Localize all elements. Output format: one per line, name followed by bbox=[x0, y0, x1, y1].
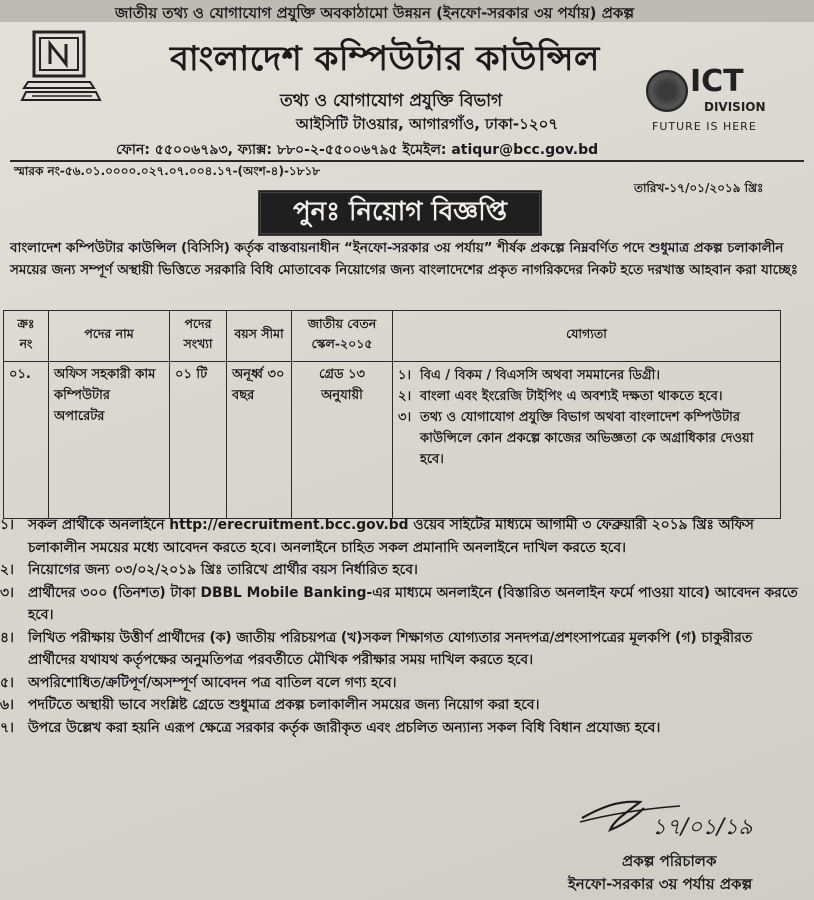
contact-info: ফোন: ৫৫০০৬৭৯৩, ফ্যাক্স: ৮৮০-২-৫৫০০৬৭৯৫ ইমেইল: atiqur@bcc.gov.bd bbox=[116, 142, 599, 158]
signatory-project: ইনফো-সরকার ৩য় পর্যায় প্রকল্প bbox=[568, 875, 753, 893]
term-item bbox=[0, 717, 800, 740]
handwritten-signature bbox=[570, 790, 760, 850]
cell-age: অনূর্ধ্ব ৩০ বছর bbox=[227, 362, 292, 519]
term-bullet: ৫। bbox=[0, 674, 14, 691]
col-count: পদের সংখ্যা bbox=[170, 311, 227, 362]
qualification-text: তথ্য ও যোগাযোগ প্রযুক্তি বিভাগ অথবা বাংলাদেশ কম্পিউটার কাউন্সিলে কোন প্রকল্পে কাজের অভিজ্ঞতা কে অগ্রাধিকার দেওয়া হবে। bbox=[420, 410, 754, 467]
qualification-text: বাংলা এবং ইংরেজি টাইপিং এ অবশ্যই দক্ষতা থাকতে হবে। bbox=[420, 389, 723, 404]
term-item bbox=[0, 559, 800, 582]
terms-list bbox=[0, 514, 800, 739]
cell-count: ০১ টি bbox=[170, 362, 227, 519]
signature-date: ১৭/০১/১৯ bbox=[652, 815, 753, 840]
qualification-item bbox=[398, 365, 775, 386]
term-text: অপরিশোধিত/ক্রটিপূর্ণ/অসম্পূর্ণ আবেদন পত্র বাতিল বলে গণ্য হবে। bbox=[28, 674, 397, 691]
term-bullet: ৪। bbox=[0, 629, 14, 646]
cell-qualification bbox=[393, 362, 781, 519]
memo-number: স্মারক নং-৫৬.০১.০০০০.০২৭.০৭.০০৪.১৭-(অংশ-৪)-১৮১৮ bbox=[14, 164, 321, 178]
ict-division-logo bbox=[646, 64, 766, 134]
term-text: উপরে উল্লেখ করা হয়নি এরূপ ক্ষেত্রে সরকার কর্তৃক জারীকৃত এবং প্রচলিত অন্যান্য সকল বিধি বিধান প্রযোজ্য হবে। bbox=[28, 719, 661, 736]
notice-title: পুনঃ নিয়োগ বিজ্ঞপ্তি bbox=[258, 190, 542, 236]
intro-text-2: শীর্ষক প্রকল্পে নিম্নবর্ণিত পদে শুধুমাত্র প্রকল্প চলাকালীন সময়ের জন্য সম্পূর্ণ অস্থায়ী ভিত্তিতে সরকারি বিধি মোতাবেক নিয়োগের জন্য বাংলাদেশের প্রকৃত নাগরিকদের নিকট হতে দরখাস্ত আহবান করা যাচ্ছেঃ bbox=[10, 241, 798, 278]
govt-seal-icon bbox=[646, 70, 688, 112]
col-pay: জাতীয় বেতন স্কেল-২০১৫ bbox=[292, 311, 393, 362]
term-item bbox=[0, 514, 800, 559]
project-line: জাতীয় তথ্য ও যোগাযোগ প্রযুক্তি অবকাঠামো উন্নয়ন (ইনফো-সরকার ৩য় পর্যায়) প্রকল্প bbox=[115, 4, 635, 22]
cell-pay: গ্রেড ১৩ অনুযায়ী bbox=[292, 362, 393, 519]
ict-logo-tagline: FUTURE IS HERE bbox=[652, 120, 757, 133]
term-bullet: ৩। bbox=[0, 584, 14, 601]
qualification-item bbox=[398, 386, 775, 407]
table-row bbox=[4, 362, 781, 519]
col-qualification: যোগ্যতা bbox=[393, 311, 781, 362]
term-text: লিখিত পরীক্ষায় উত্তীর্ণ প্রার্থীদের (ক) জাতীয় পরিচয়পত্র (খ)সকল শিক্ষাগত যোগ্যতার সনদপত্র/প্রশংসাপত্রের মূলকপি (গ) চাকুরীরত প্রার্থীদের যথাযথ কর্তৃপক্ষের অনুমতিপত্র পরবর্তীতে মৌখিক পরীক্ষার সময় দাখিল করতে হবে। bbox=[28, 629, 753, 668]
term-text: পদটিতে অস্থায়ী ভাবে সংশ্লিষ্ট গ্রেডে শুধুমাত্র প্রকল্প চলাকালীন সময়ের জন্য নিয়োগ করা হবে। bbox=[28, 697, 540, 713]
col-post: পদের নাম bbox=[49, 311, 170, 362]
term-item bbox=[0, 627, 800, 672]
term-bullet: ৭। bbox=[0, 719, 14, 736]
col-age: বয়স সীমা bbox=[227, 311, 292, 362]
term-text: নিয়োগের জন্য ০৩/০২/২০১৯ খ্রিঃ তারিখে প্রার্থীর বয়স নির্ধারিত হবে। bbox=[28, 562, 418, 578]
term-bullet: ১। bbox=[0, 517, 14, 533]
signatory-title: প্রকল্প পরিচালক bbox=[622, 852, 717, 870]
intro-project-name: “ইনফো-সরকার ৩য় পর্যায়” bbox=[344, 241, 493, 256]
intro-paragraph bbox=[10, 238, 800, 282]
qualification-text: বিএ / বিকম / বিএসসি অথবা সমমানের ডিগ্রী। bbox=[420, 368, 661, 383]
header-divider bbox=[10, 160, 804, 162]
term-text: সকল প্রার্থীকে অনলাইনে http://erecruitment.bcc.gov.bd ওয়েব সাইটের মাধ্যমে আগামী ৩ ফেব্রুয়ারী ২০১৯ খ্রিঃ অফিস চলাকালীন সময়ের মধ্যে আবেদন করতে হবে। অনলাইনে চাহিত সকল প্রমানাদি অনলাইনে দাখিল করতে হবে। bbox=[28, 517, 754, 556]
qualification-number: ১। bbox=[398, 368, 412, 383]
term-bullet: ২। bbox=[0, 562, 14, 578]
cell-serial: ০১. bbox=[4, 362, 49, 519]
cell-post: অফিস সহকারী কাম কম্পিউটার অপারেটর bbox=[49, 362, 170, 519]
intro-text-1: বাংলাদেশ কম্পিউটার কাউন্সিল (বিসিসি) কর্তৃক বাস্তবায়নাধীন bbox=[10, 241, 345, 256]
qualification-item bbox=[398, 407, 775, 470]
col-serial: ক্রঃ নং bbox=[4, 311, 49, 362]
term-item bbox=[0, 694, 800, 717]
term-bullet: ৬। bbox=[0, 697, 14, 713]
ministry-name: তথ্য ও যোগাযোগ প্রযুক্তি বিভাগ bbox=[280, 91, 503, 111]
bcc-logo-icon bbox=[20, 30, 102, 108]
qualification-number: ২। bbox=[398, 389, 412, 404]
ict-logo-division: DIVISION bbox=[704, 100, 766, 114]
qualification-number: ৩। bbox=[398, 410, 412, 425]
ict-logo-text: ICT bbox=[690, 64, 744, 99]
term-item bbox=[0, 672, 800, 695]
table-header-row bbox=[4, 311, 781, 362]
term-item bbox=[0, 582, 800, 627]
address: আইসিটি টাওয়ার, আগারগাঁও, ঢাকা-১২০৭ bbox=[296, 115, 559, 133]
org-name: বাংলাদেশ কম্পিউটার কাউন্সিল bbox=[170, 39, 600, 79]
notice-date: তারিখ-১৭/০১/২০১৯ খ্রিঃ bbox=[634, 181, 764, 195]
post-table bbox=[3, 310, 781, 519]
term-text: প্রার্থীদের ৩০০ (তিনশত) টাকা DBBL Mobile Banking-এর মাধ্যমে অনলাইনে (বিস্তারিত অনলাইন ফর্মে পাওয়া যাবে) আবেদন করতে হবে। bbox=[28, 584, 798, 623]
